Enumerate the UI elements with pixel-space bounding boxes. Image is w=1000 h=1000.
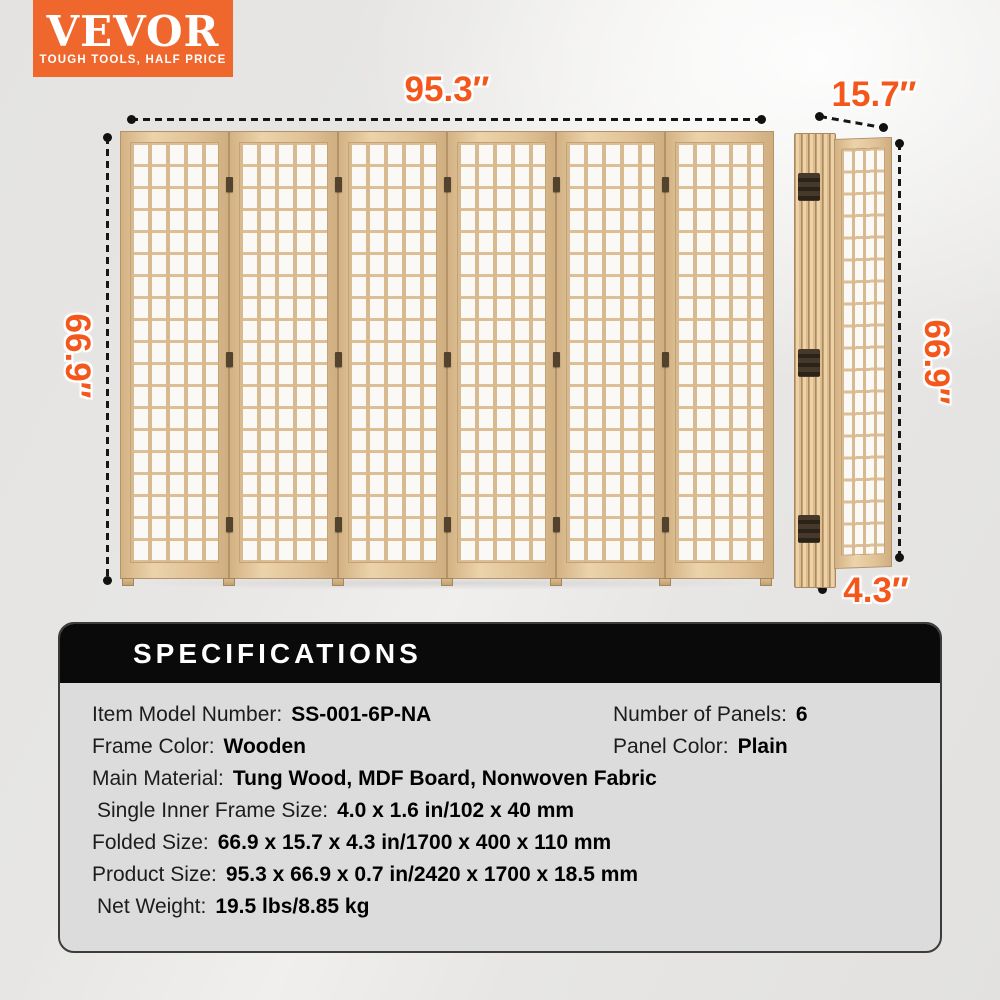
spec-label: Number of Panels: <box>613 703 787 726</box>
dim-line-unfolded-height <box>106 137 109 580</box>
hinge-icon <box>553 517 560 532</box>
hinge-icon <box>798 515 820 543</box>
hinge-icon <box>662 352 669 367</box>
dim-dot <box>103 576 112 585</box>
hinge-icon <box>444 517 451 532</box>
dim-line-folded-height <box>898 143 901 557</box>
spec-value: 4.0 x 1.6 in/102 x 40 mm <box>337 799 575 822</box>
specifications-panel <box>58 622 942 953</box>
hinge-icon <box>798 349 820 377</box>
dim-label-unfolded-width: 95.3″ <box>404 70 490 109</box>
dim-label-unfolded-height: 66.9″ <box>58 313 97 399</box>
spec-label: Net Weight: <box>97 895 207 918</box>
divider-panel-6 <box>665 131 774 579</box>
panel-lattice <box>239 142 328 563</box>
spec-row <box>92 699 914 731</box>
spec-value: 95.3 x 66.9 x 0.7 in/2420 x 1700 x 18.5 mm <box>225 863 639 886</box>
spec-value: Tung Wood, MDF Board, Nonwoven Fabric <box>232 767 657 790</box>
spec-row <box>92 731 914 763</box>
hinge-icon <box>553 352 560 367</box>
divider-panel-1 <box>120 131 229 579</box>
dim-line-folded-width <box>820 115 884 129</box>
spec-value: 6 <box>795 703 808 726</box>
spec-label: Folded Size: <box>92 831 209 854</box>
hinge-icon <box>444 352 451 367</box>
spec-label: Single Inner Frame Size: <box>97 799 329 822</box>
hinge-icon <box>226 177 233 192</box>
dim-label-folded-width: 15.7″ <box>831 75 917 114</box>
hinge-icon <box>798 173 820 201</box>
vevor-logo <box>33 0 233 77</box>
dim-dot <box>103 133 112 142</box>
hinge-icon <box>226 517 233 532</box>
hinge-icon <box>335 177 342 192</box>
hinge-icon <box>335 517 342 532</box>
hinge-icon <box>444 177 451 192</box>
panel-lattice <box>566 142 655 563</box>
spec-main-material <box>92 763 914 795</box>
spec-value: Plain <box>737 735 788 758</box>
spec-label: Main Material: <box>92 767 224 790</box>
hinge-icon <box>335 352 342 367</box>
spec-frame-color <box>92 731 613 763</box>
spec-label: Panel Color: <box>613 735 729 758</box>
vevor-logo-tagline: TOUGH TOOLS, HALF PRICE <box>39 53 227 66</box>
spec-value: Wooden <box>223 735 306 758</box>
room-divider-unfolded <box>120 131 774 579</box>
hinge-icon <box>662 517 669 532</box>
spec-panel-color <box>613 731 914 763</box>
specifications-body <box>60 683 940 923</box>
divider-foot <box>760 578 772 586</box>
spec-label: Item Model Number: <box>92 703 283 726</box>
spec-number-of-panels <box>613 699 914 731</box>
dim-line-unfolded-width <box>131 118 762 121</box>
divider-foot <box>223 578 235 586</box>
spec-single-inner-frame-size <box>92 795 914 827</box>
vevor-logo-text: VEVOR <box>46 6 220 56</box>
specifications-title: SPECIFICATIONS <box>60 624 940 683</box>
divider-foot <box>659 578 671 586</box>
spec-label: Product Size: <box>92 863 217 886</box>
hinge-icon <box>226 352 233 367</box>
dim-label-folded-height: 66.9″ <box>917 319 956 405</box>
panel-lattice <box>675 142 764 563</box>
divider-foot <box>550 578 562 586</box>
spec-folded-size <box>92 827 914 859</box>
spec-value: 66.9 x 15.7 x 4.3 in/1700 x 400 x 110 mm <box>217 831 612 854</box>
dim-dot <box>757 115 766 124</box>
divider-foot <box>122 578 134 586</box>
hinge-icon <box>553 177 560 192</box>
dim-dot <box>127 115 136 124</box>
spec-value: 19.5 lbs/8.85 kg <box>215 895 370 918</box>
divider-panel-2 <box>229 131 338 579</box>
divider-panel-3 <box>338 131 447 579</box>
panel-lattice <box>841 147 885 556</box>
divider-panel-4 <box>447 131 556 579</box>
divider-panel-5 <box>556 131 665 579</box>
room-divider-folded <box>794 129 898 591</box>
hinge-icon <box>662 177 669 192</box>
folded-front-panel <box>834 137 892 569</box>
panel-lattice <box>348 142 437 563</box>
spec-label: Frame Color: <box>92 735 215 758</box>
spec-value: SS-001-6P-NA <box>291 703 432 726</box>
divider-foot <box>441 578 453 586</box>
dim-dot <box>815 112 824 121</box>
spec-net-weight <box>92 891 914 923</box>
panel-lattice <box>457 142 546 563</box>
dim-label-folded-depth: 4.3″ <box>843 571 909 610</box>
spec-item-model-number <box>92 699 613 731</box>
divider-foot <box>332 578 344 586</box>
panel-lattice <box>130 142 219 563</box>
spec-product-size <box>92 859 914 891</box>
